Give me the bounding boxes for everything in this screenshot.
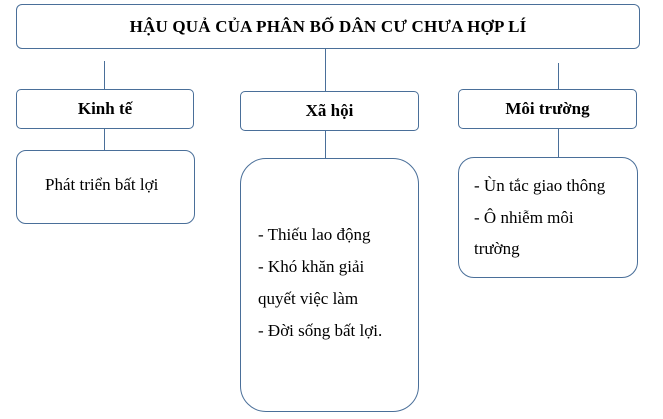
heading-environment: Môi trường	[458, 89, 637, 129]
detail-society	[240, 158, 419, 412]
detail-environment-line: - Ùn tắc giao thông	[474, 176, 606, 195]
connector-title-environment	[558, 63, 559, 89]
detail-society-line: - Khó khăn giải	[258, 257, 365, 276]
detail-environment-line: - Ô nhiễm môi	[474, 207, 574, 227]
connector-economy-detail	[104, 129, 105, 150]
connector-environment-detail	[558, 129, 559, 157]
connector-title-society	[325, 49, 326, 91]
detail-society-line: - Đời sống bất lợi.	[258, 321, 383, 340]
heading-society: Xã hội	[240, 91, 419, 131]
detail-society-line: quyết việc làm	[258, 289, 359, 308]
detail-society-line: - Thiếu lao động	[258, 225, 371, 244]
connector-society-detail	[325, 131, 326, 158]
detail-environment	[458, 157, 638, 278]
detail-environment-line: trường	[474, 239, 520, 258]
detail-economy-line: Phát triển bất lợi	[45, 175, 159, 194]
connector-title-economy	[104, 61, 105, 89]
diagram-title: HẬU QUẢ CỦA PHÂN BỐ DÂN CƯ CHƯA HỢP LÍ	[16, 4, 640, 49]
detail-economy	[16, 150, 195, 224]
heading-economy: Kinh tế	[16, 89, 194, 129]
